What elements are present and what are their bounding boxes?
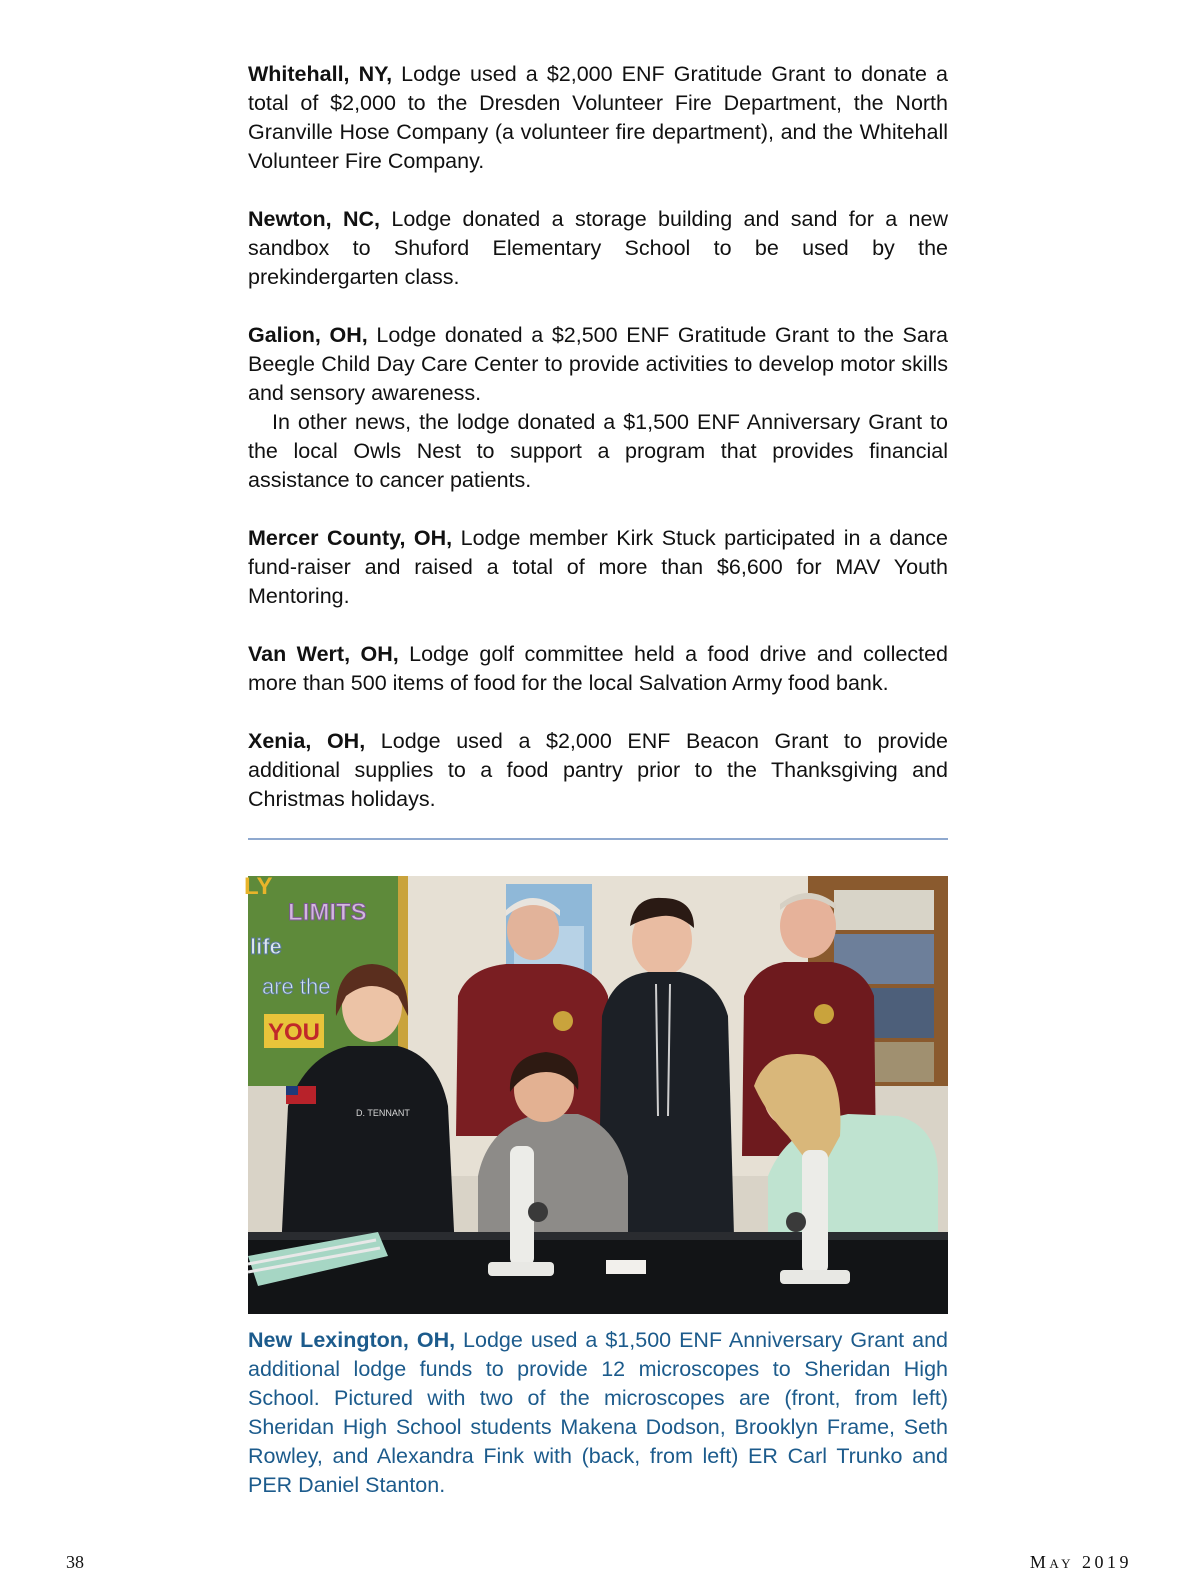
- entry-paragraph: [248, 60, 948, 176]
- poster-text: LIMITS: [288, 899, 367, 926]
- caption-text: Lodge used a $1,500 ENF Anniversary Grant and additional lodge funds to provide 12 microscopes to Sheridan High School. Pictured with two of the microscopes are (front, from left) Sheridan High School students Makena Dodson, Brooklyn Frame, Seth Rowley, and Alexandra Fink with (back, from left) ER Carl Trunko and PER Daniel Stanton.: [248, 1328, 948, 1497]
- section-divider: [248, 838, 948, 840]
- photo-illustration: [244, 873, 948, 1314]
- poster-text: life: [250, 934, 282, 959]
- lodge-entry: [248, 640, 948, 698]
- entry-text: Lodge golf committee held a food drive and collected more than 500 items of food for the local Salvation Army food bank.: [248, 642, 949, 695]
- entry-extra-paragraph: In other news, the lodge donated a $1,500 ENF Anniversary Grant to the local Owls Nest to support a program that provides financial assistance to cancer patients.: [248, 410, 948, 492]
- entry-paragraph: [248, 321, 948, 408]
- poster-text: YOU: [268, 1019, 321, 1046]
- lodge-entry: [248, 524, 948, 611]
- entry-text: Lodge used a $2,000 ENF Gratitude Grant to donate a total of $2,000 to the Dresden Volunteer Fire Department, the North Granville Hose Company (a volunteer fire department), and the Whitehall Volunteer Fire Company.: [248, 62, 948, 173]
- entry-text: Lodge member Kirk Stuck participated in a dance fund-raiser and raised a total of more than $6,600 for MAV Youth Mentoring.: [248, 526, 948, 608]
- lodge-location: Xenia, OH,: [248, 729, 366, 753]
- entry-text: Lodge donated a $2,500 ENF Gratitude Grant to the Sara Beegle Child Day Care Center to provide activities to develop motor skills and sensory awareness.: [248, 323, 948, 405]
- lodge-location: Mercer County, OH,: [248, 526, 453, 550]
- entry-text: Lodge donated a storage building and sand for a new sandbox to Shuford Elementary School to be used by the prekindergarten class.: [248, 207, 948, 289]
- lodge-location: Van Wert, OH,: [248, 642, 399, 666]
- jacket-name: D. TENNANT: [356, 1108, 410, 1118]
- lodge-location: Whitehall, NY,: [248, 62, 393, 86]
- lodge-location: Newton, NC,: [248, 207, 381, 231]
- entry-text: Lodge used a $2,000 ENF Beacon Grant to provide additional supplies to a food pantry prior to the Thanksgiving and Christmas holidays.: [248, 729, 948, 811]
- entry-paragraph: [248, 640, 948, 698]
- lodge-entry: [248, 205, 948, 292]
- photo-caption: [248, 1326, 948, 1500]
- poster-text: are the: [262, 974, 331, 999]
- article-column: [248, 60, 948, 843]
- lodge-location: Galion, OH,: [248, 323, 368, 347]
- group-photo: [244, 873, 948, 1314]
- lodge-entry: [248, 60, 948, 176]
- entry-paragraph: [248, 727, 948, 814]
- lodge-entry: [248, 321, 948, 495]
- entry-paragraph: [248, 524, 948, 611]
- page-number: 38: [66, 1552, 84, 1572]
- poster-text: LY: [244, 873, 273, 900]
- caption-location: New Lexington, OH,: [248, 1328, 456, 1352]
- entry-paragraph: [248, 205, 948, 292]
- issue-date: May 2019: [1029, 1552, 1132, 1572]
- lodge-entry: [248, 727, 948, 814]
